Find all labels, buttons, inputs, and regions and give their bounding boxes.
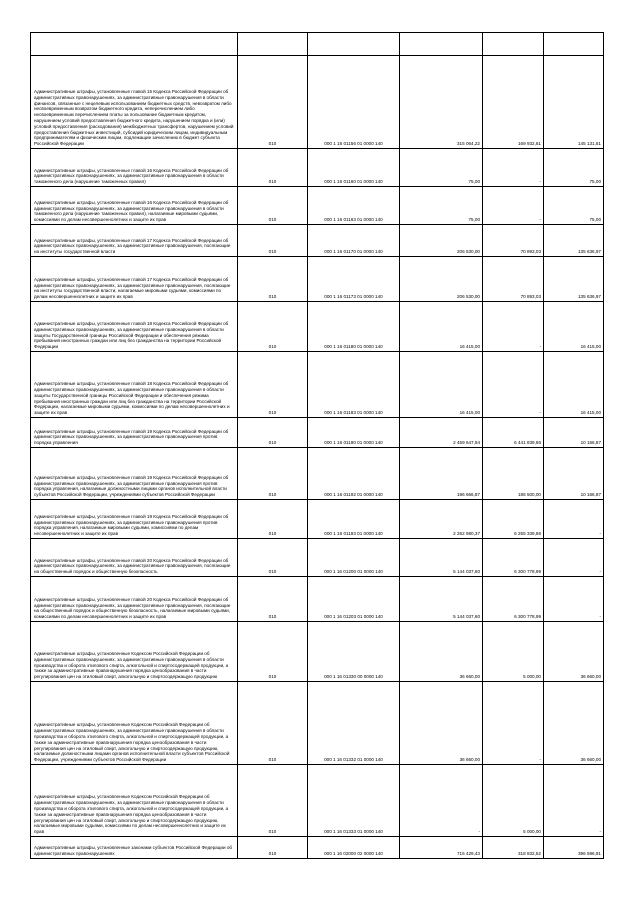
row-approved: 75,00: [400, 149, 483, 187]
row-approved: 2 262 980,37: [400, 500, 483, 539]
row-name: Административные штрафы, установленные главой 18 Кодекса Российской Федерации об административных правонарушениях, за административные правонарушения в области защиты Государственной границы Российской Федерации и обеспечения режима пребывания иностранных граждан или лиц без гражданства на территории Российской Федерации, налагаемые мировыми судьями, комиссиями по делам несовершеннолетних и защите их прав: [31, 352, 238, 418]
row-unexecuted: 16 415,00: [544, 352, 604, 418]
row-executed: 6 300 778,99: [483, 539, 544, 577]
row-budget-code: 000 1 16 01156 01 0000 140: [308, 56, 400, 149]
row-unexecuted: -: [544, 500, 604, 539]
row-name: Административные штрафы, установленные главой 17 Кодекса Российской Федерации об административных правонарушениях, за административные правонарушения, посягающие на институты государственной власти, налагаемые мировыми судьями, комиссиями по делам несовершеннолетних и защите их прав: [31, 257, 238, 302]
row-name: Административные штрафы, установленные главой 17 Кодекса Российской Федерации об административных правонарушениях, за административные правонарушения, посягающие на институты государственной власти: [31, 225, 238, 257]
revenue-execution-table: [30, 32, 604, 859]
row-budget-code: 000 1 16 01193 01 0000 140: [308, 500, 400, 539]
row-budget-code: 000 1 16 01203 01 0000 140: [308, 577, 400, 622]
row-budget-code: 000 1 16 01180 01 0000 140: [308, 302, 400, 352]
row-budget-code: 000 1 16 01183 01 0000 140: [308, 352, 400, 418]
row-approved: 715 429,43: [400, 837, 483, 859]
row-budget-code: 000 1 16 01173 01 0000 140: [308, 257, 400, 302]
row-executed: 5 000,00: [483, 765, 544, 837]
row-line-code: 010: [238, 622, 308, 682]
row-line-code: 010: [238, 149, 308, 187]
row-budget-code: 000 1 16 01192 01 0000 140: [308, 448, 400, 500]
table-top-edge: [31, 33, 604, 56]
table-row: [31, 302, 604, 352]
table-row: [31, 448, 604, 500]
row-executed: 6 255 339,86: [483, 500, 544, 539]
row-executed: -: [483, 149, 544, 187]
row-name: Административные штрафы, установленные главой 16 Кодекса Российской Федерации об административных правонарушениях, за административные правонарушения в области таможенного дела (нарушение таможенных правил), налагаемые мировыми судьями, комиссиями по делам несовершеннолетних и защите их прав: [31, 187, 238, 225]
table-row: [31, 257, 604, 302]
table-row: [31, 418, 604, 448]
row-name: Административные штрафы, установленные Кодексом Российской Федерации об административных правонарушениях, за административные правонарушения в области производства и оборота этилового спирта, алкогольной и спиртосодержащей продукции, а также за административные правонарушения порядка ценообразования в части регулирования цен на этиловый спирт, алкогольную и спиртосодержащую продукцию, налагаемые мировыми судьями, комиссиями по делам несовершеннолетних и защите их прав: [31, 765, 238, 837]
table-row: [31, 500, 604, 539]
row-budget-code: 000 1 16 02000 02 0000 140: [308, 837, 400, 859]
row-unexecuted: 10 166,87: [544, 448, 604, 500]
row-executed: 70 893,03: [483, 257, 544, 302]
row-executed: 6 441 839,86: [483, 418, 544, 448]
row-unexecuted: -: [544, 539, 604, 577]
row-line-code: 010: [238, 187, 308, 225]
row-executed: -: [483, 187, 544, 225]
table-row: [31, 837, 604, 859]
row-name: Административные штрафы, установленные Кодексом Российской Федерации об административных правонарушениях, за административные правонарушения в области производства и оборота этилового спирта, алкогольной и спиртосодержащей продукции, а также за административные правонарушения порядка ценообразования в части регулирования цен на этиловый спирт, алкогольную и спиртосодержащую продукцию, налагаемые должностными лицами органов исполнительной власти субъектов Российской Федерации, учреждениями субъектов Российской Федерации: [31, 682, 238, 765]
row-name: Административные штрафы, установленные главой 19 Кодекса Российской Федерации об административных правонарушениях, за административные правонарушения против порядка управления, налагаемые должностными лицами органов исполнительной власти субъектов Российской Федерации, учреждениями субъектов Российской Федерации: [31, 448, 238, 500]
row-line-code: 010: [238, 500, 308, 539]
row-budget-code: 000 1 16 01160 01 0000 140: [308, 149, 400, 187]
row-approved: 36 660,00: [400, 682, 483, 765]
row-executed: -: [483, 352, 544, 418]
row-name: Административные штрафы, установленные главой 19 Кодекса Российской Федерации об административных правонарушениях, за административные правонарушения против порядка управления: [31, 418, 238, 448]
table-row: [31, 149, 604, 187]
row-approved: 196 666,87: [400, 448, 483, 500]
row-unexecuted: -: [544, 577, 604, 622]
row-budget-code: 000 1 16 01163 01 0000 140: [308, 187, 400, 225]
row-executed: 6 300 778,99: [483, 577, 544, 622]
table-row: [31, 352, 604, 418]
row-approved: 315 064,22: [400, 56, 483, 149]
row-approved: 16 415,00: [400, 302, 483, 352]
row-line-code: 010: [238, 257, 308, 302]
row-name: Административные штрафы, установленные главой 20 Кодекса Российской Федерации об административных правонарушениях, за административные правонарушения, посягающие на общественный порядок и общественную безопасность, налагаемые мировыми судьями, комиссиями по делам несовершеннолетних и защите их прав: [31, 577, 238, 622]
row-approved: -: [400, 765, 483, 837]
row-name: Административные штрафы, установленные главой 15 Кодекса Российской Федерации об административных правонарушениях, за административные правонарушения в области финансов, связанные с нецелевым использованием бюджетных средств, невозвратом либо несвоевременным возвратом бюджетного кредита, неперечислением либо несвоевременным перечислением платы за пользование бюджетным кредитом, нарушением условий предоставления бюджетного кредита, нарушением порядка и (или) условий предоставления (расходования) межбюджетных трансфертов, нарушением условий предоставления бюджетных инвестиций, субсидий юридическим лицам, индивидуальным предпринимателям и физическим лицам, подлежащие зачислению в бюджет субъекта Российской Федерации: [31, 56, 238, 149]
row-executed: 5 000,00: [483, 622, 544, 682]
row-approved: 206 530,00: [400, 257, 483, 302]
row-executed: -: [483, 302, 544, 352]
row-unexecuted: 135 636,97: [544, 257, 604, 302]
row-name: Административные штрафы, установленные главой 16 Кодекса Российской Федерации об административных правонарушениях, за административные правонарушения в области таможенного дела (нарушение таможенных правил): [31, 149, 238, 187]
row-executed: 70 893,03: [483, 225, 544, 257]
row-budget-code: 000 1 16 01170 01 0000 140: [308, 225, 400, 257]
row-approved: 5 144 037,60: [400, 577, 483, 622]
row-name: Административные штрафы, установленные главой 18 Кодекса Российской Федерации об административных правонарушениях, за административные правонарушения в области защиты Государственной границы Российской Федерации и обеспечения режима пребывания иностранных граждан или лиц без гражданства на территории Российской Федерации: [31, 302, 238, 352]
row-line-code: 010: [238, 682, 308, 765]
row-budget-code: 000 1 16 01333 01 0000 140: [308, 765, 400, 837]
table-row: [31, 682, 604, 765]
table-row: [31, 225, 604, 257]
row-name: Административные штрафы, установленные главой 20 Кодекса Российской Федерации об административных правонарушениях, за административные правонарушения, посягающие на общественный порядок и общественную безопасность: [31, 539, 238, 577]
row-name: Административные штрафы, установленные Кодексом Российской Федерации об административных правонарушениях, за административные правонарушения в области производства и оборота этилового спирта, алкогольной и спиртосодержащей продукции, а также за административные правонарушения порядка ценообразования в части регулирования цен на этиловый спирт, алкогольную и спиртосодержащую продукцию: [31, 622, 238, 682]
row-budget-code: 000 1 16 01200 01 0000 140: [308, 539, 400, 577]
report-table-container: [30, 32, 603, 859]
table-row: [31, 622, 604, 682]
row-approved: 36 660,00: [400, 622, 483, 682]
row-line-code: 010: [238, 225, 308, 257]
row-unexecuted: 36 660,00: [544, 622, 604, 682]
row-line-code: 010: [238, 765, 308, 837]
row-line-code: 010: [238, 302, 308, 352]
row-line-code: 010: [238, 352, 308, 418]
table-row: [31, 187, 604, 225]
table-row: [31, 56, 604, 149]
row-budget-code: 000 1 16 01330 00 0000 140: [308, 622, 400, 682]
table-row: [31, 539, 604, 577]
row-line-code: 010: [238, 448, 308, 500]
row-executed: 318 832,52: [483, 837, 544, 859]
row-line-code: 010: [238, 56, 308, 149]
row-unexecuted: 145 131,61: [544, 56, 604, 149]
row-unexecuted: 10 166,87: [544, 418, 604, 448]
row-line-code: 010: [238, 837, 308, 859]
row-line-code: 010: [238, 577, 308, 622]
table-row: [31, 577, 604, 622]
row-unexecuted: 36 660,00: [544, 682, 604, 765]
row-unexecuted: 16 415,00: [544, 302, 604, 352]
row-line-code: 010: [238, 539, 308, 577]
row-approved: 75,00: [400, 187, 483, 225]
row-unexecuted: 396 596,91: [544, 837, 604, 859]
row-budget-code: 000 1 16 01190 01 0000 140: [308, 418, 400, 448]
row-approved: 206 530,00: [400, 225, 483, 257]
row-approved: 16 415,00: [400, 352, 483, 418]
row-approved: 2 459 647,94: [400, 418, 483, 448]
row-unexecuted: 75,00: [544, 187, 604, 225]
row-executed: -: [483, 682, 544, 765]
row-unexecuted: -: [544, 765, 604, 837]
row-name: Административные штрафы, установленные главой 19 Кодекса Российской Федерации об административных правонарушениях, за административные правонарушения против порядка управления, налагаемые мировыми судьями, комиссиями по делам несовершеннолетних и защите их прав: [31, 500, 238, 539]
row-name: Административные штрафы, установленные законами субъектов Российской Федерации об административных правонарушениях: [31, 837, 238, 859]
row-line-code: 010: [238, 418, 308, 448]
row-approved: 5 144 037,60: [400, 539, 483, 577]
row-executed: 186 500,00: [483, 448, 544, 500]
table-row: [31, 765, 604, 837]
row-unexecuted: 75,00: [544, 149, 604, 187]
row-budget-code: 000 1 16 01332 01 0000 140: [308, 682, 400, 765]
row-executed: 169 932,61: [483, 56, 544, 149]
row-unexecuted: 135 636,97: [544, 225, 604, 257]
